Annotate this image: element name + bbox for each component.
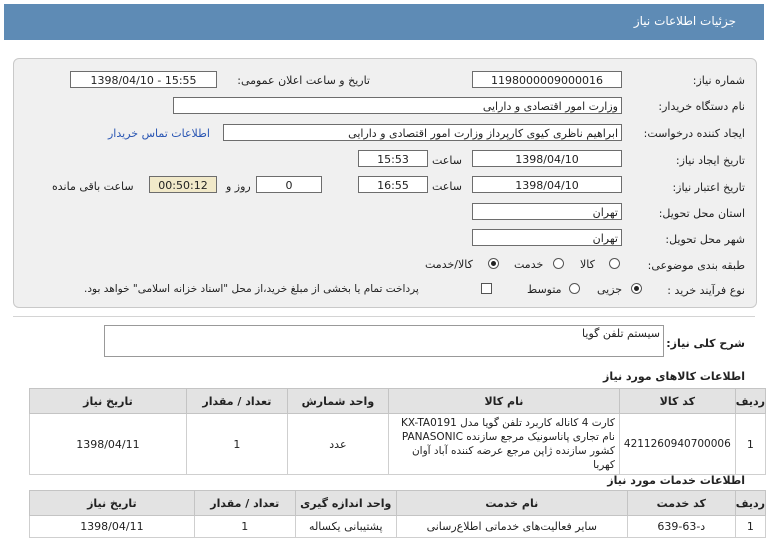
category-goods-label: کالا — [580, 258, 595, 271]
goods-table — [29, 388, 766, 475]
goods-col-name: نام کالا — [388, 389, 619, 414]
goods-col-row: ردیف — [735, 389, 765, 414]
goods-section-title: اطلاعات کالاهای مورد نیاز — [603, 370, 745, 383]
created-time-label: ساعت — [432, 154, 462, 167]
section-divider — [13, 316, 755, 317]
remaining-days-field: 0 — [256, 176, 322, 193]
services-col-row: ردیف — [735, 491, 765, 516]
goods-unit: عدد — [287, 414, 388, 475]
service-qty: 1 — [194, 516, 295, 538]
table-row — [30, 414, 766, 475]
goods-col-code: کد کالا — [619, 389, 735, 414]
goods-col-unit: واحد شمارش — [287, 389, 388, 414]
creator-field: ابراهیم ناظری کیوی کارپرداز وزارت امور اقتصادی و دارایی — [223, 124, 622, 141]
page-header — [4, 4, 764, 40]
remaining-time-label: ساعت باقی مانده — [52, 180, 134, 193]
process-label: نوع فرآیند خرید : — [667, 284, 745, 297]
treasury-payment-checkbox[interactable] — [481, 283, 492, 294]
category-goods-radio[interactable] — [609, 258, 620, 269]
services-table-header — [30, 491, 766, 516]
valid-time-field: 16:55 — [358, 176, 428, 193]
need-number-label: شماره نیاز: — [692, 74, 745, 87]
service-date: 1398/04/11 — [30, 516, 195, 538]
table-row — [30, 516, 766, 538]
valid-date-field: 1398/04/10 — [472, 176, 622, 193]
services-col-date: تاریخ نیاز — [30, 491, 195, 516]
services-col-name: نام خدمت — [396, 491, 627, 516]
creator-label: ایجاد کننده درخواست: — [643, 127, 745, 140]
services-col-unit: واحد اندازه گیری — [295, 491, 396, 516]
category-service-label: خدمت — [514, 258, 544, 271]
goods-table-header — [30, 389, 766, 414]
valid-time-label: ساعت — [432, 180, 462, 193]
goods-name: کارت 4 کاناله کاربرد تلفن گویا مدل KX-TA0191 نام تجاری پاناسونیک مرجع سازنده PANASONIC کشور سازنده ژاپن مرجع عرضه کننده آباد آوان کهربا — [388, 414, 619, 475]
category-label: طبقه بندی موضوعی: — [647, 259, 745, 272]
buyer-label: نام دستگاه خریدار: — [658, 100, 745, 113]
announce-label: تاریخ و ساعت اعلان عمومی: — [237, 74, 370, 87]
need-number-field: 1198000009000016 — [472, 71, 622, 88]
service-unit: پشتیبانی یکساله — [295, 516, 396, 538]
page-title: جزئیات اطلاعات نیاز — [633, 14, 736, 28]
goods-col-qty: تعداد / مقدار — [186, 389, 287, 414]
services-section-title: اطلاعات خدمات مورد نیاز — [607, 474, 745, 487]
created-date-field: 1398/04/10 — [472, 150, 622, 167]
service-row-number: 1 — [735, 516, 765, 538]
treasury-payment-note: پرداخت تمام یا بخشی از مبلغ خرید،از محل "اسناد خزانه اسلامی" خواهد بود. — [84, 283, 419, 295]
city-label: شهر محل تحویل: — [665, 233, 745, 246]
goods-col-date: تاریخ نیاز — [30, 389, 187, 414]
category-goods-service-radio[interactable] — [488, 258, 499, 269]
province-field: تهران — [472, 203, 622, 220]
service-code: د-63-639 — [627, 516, 735, 538]
days-label: روز و — [226, 180, 251, 193]
buyer-contact-link[interactable]: اطلاعات تماس خریدار — [108, 127, 210, 140]
summary-label: شرح کلی نیاز: — [666, 337, 745, 350]
goods-code: 4211260940700006 — [619, 414, 735, 475]
process-minor-radio[interactable] — [631, 283, 642, 294]
category-goods-service-label: کالا/خدمت — [425, 258, 473, 271]
service-name: سایر فعالیت‌های خدماتی اطلاع‌رسانی — [396, 516, 627, 538]
services-col-qty: تعداد / مقدار — [194, 491, 295, 516]
process-minor-label: جزیی — [597, 283, 623, 296]
services-col-code: کد خدمت — [627, 491, 735, 516]
goods-row-number: 1 — [735, 414, 765, 475]
goods-date: 1398/04/11 — [30, 414, 187, 475]
created-date-label: تاریخ ایجاد نیاز: — [675, 154, 745, 167]
city-field: تهران — [472, 229, 622, 246]
remaining-time-field: 00:50:12 — [149, 176, 217, 193]
services-table — [29, 490, 766, 538]
announce-field: 1398/04/10 - 15:55 — [70, 71, 217, 88]
buyer-field: وزارت امور اقتصادی و دارایی — [173, 97, 622, 114]
created-time-field: 15:53 — [358, 150, 428, 167]
process-medium-label: متوسط — [527, 283, 562, 296]
province-label: استان محل تحویل: — [658, 207, 745, 220]
process-medium-radio[interactable] — [569, 283, 580, 294]
valid-date-label: تاریخ اعتبار نیاز: — [672, 181, 745, 194]
category-service-radio[interactable] — [553, 258, 564, 269]
summary-field: سیستم تلفن گویا — [104, 325, 664, 357]
goods-qty: 1 — [186, 414, 287, 475]
